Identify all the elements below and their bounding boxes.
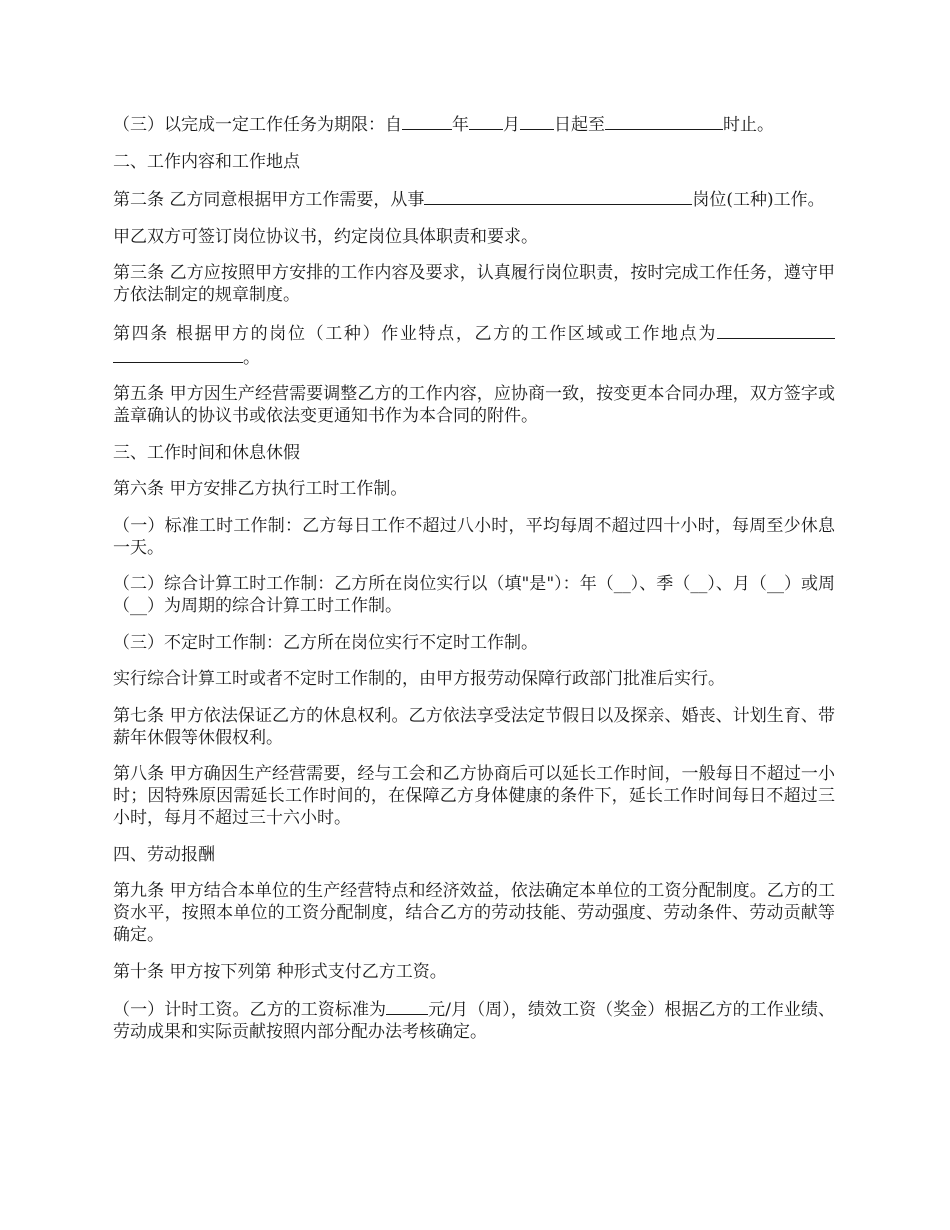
section-heading: 二、工作内容和工作地点 <box>113 151 300 172</box>
text-segment: 日起至 <box>554 115 605 135</box>
paragraph-standard-hours: （一）标准工时工作制：乙方每日工作不超过八小时，平均每周不超过四十小时，每周至少休息一天。 <box>113 515 835 558</box>
blank-work-location <box>717 321 835 339</box>
paragraph-article-5: 第五条 甲方因生产经营需要调整乙方的工作内容，应协商一致，按变更本合同办理，双方签字或盖章确认的协议书或依法变更通知书作为本合同的附件。 <box>113 384 835 426</box>
paragraph-article-9: 第九条 甲方结合本单位的生产经营特点和经济效益，依法确定本单位的工资分配制度。乙方的工资水平，按照本单位的工资分配制度，结合乙方的劳动技能、劳动强度、劳动条件、劳动贡献等确定。 <box>113 881 835 945</box>
text-segment: 第四条 根据甲方的岗位（工种）作业特点，乙方的工作区域或工作地点为 <box>113 323 717 344</box>
text-segment: 时止。 <box>723 115 774 135</box>
text-segment: 月 <box>503 115 520 135</box>
paragraph-article-10: 第十条 甲方按下列第 种形式支付乙方工资。 <box>113 961 447 982</box>
blank-day <box>520 112 554 130</box>
paragraph-flexible-hours: （三）不定时工作制：乙方所在岗位实行不定时工作制。 <box>113 632 538 653</box>
text-segment: 岗位(工种)工作。 <box>692 190 825 210</box>
text-segment: 第二条 乙方同意根据甲方工作需要，从事 <box>113 190 425 210</box>
text-segment: 年 <box>452 115 469 135</box>
paragraph-article-3: 第三条 乙方应按照甲方安排的工作内容及要求，认真履行岗位职责，按时完成工作任务，遵守甲方依法制定的规章制度。 <box>113 263 835 305</box>
text-segment: 元/月（周），绩效工资（奖金）根据乙方的工作业绩、劳动成果和实际贡献按照内部分配办法考核确定。 <box>113 1000 836 1042</box>
blank-month <box>469 112 503 130</box>
text-segment: （三）以完成一定工作任务为期限：自 <box>113 115 402 135</box>
section-heading: 四、劳动报酬 <box>113 844 215 865</box>
paragraph-term-task <box>113 112 835 136</box>
blank-work-location-cont <box>113 345 243 363</box>
paragraph-article-2 <box>113 187 835 211</box>
blank-end-date <box>605 112 723 130</box>
paragraph: 甲乙双方可签订岗位协议书，约定岗位具体职责和要求。 <box>113 226 538 247</box>
blank-position <box>424 187 692 205</box>
blank-wage-amount <box>386 997 428 1015</box>
paragraph-article-6: 第六条 甲方安排乙方执行工时工作制。 <box>113 479 408 499</box>
paragraph-comprehensive-hours: （二）综合计算工时工作制：乙方所在岗位实行以（填"是"）：年（__）、季（__）、月（__）或周（__）为周期的综合计算工时工作制。 <box>113 574 835 616</box>
text-segment: （一）计时工资。乙方的工资标准为 <box>113 1000 387 1020</box>
paragraph-article-4 <box>113 321 835 369</box>
paragraph: 实行综合计算工时或者不定时工作制的，由甲方报劳动保障行政部门批准后实行。 <box>113 669 725 689</box>
section-heading: 三、工作时间和休息休假 <box>113 442 300 463</box>
blank-year <box>402 112 452 130</box>
text-segment: 。 <box>243 347 260 368</box>
contract-page <box>113 112 835 1058</box>
paragraph-hourly-wage <box>113 997 835 1043</box>
paragraph-article-8: 第八条 甲方确因生产经营需要，经与工会和乙方协商后可以延长工作时间，一般每日不超过一小时；因特殊原因需延长工作时间的，在保障乙方身体健康的条件下，延长工作时间每日不超过三小时，每月不超过三十六小时。 <box>113 764 835 828</box>
paragraph-article-7: 第七条 甲方依法保证乙方的休息权利。乙方依法享受法定节假日以及探亲、婚丧、计划生育、带薪年休假等休假权利。 <box>113 705 835 748</box>
